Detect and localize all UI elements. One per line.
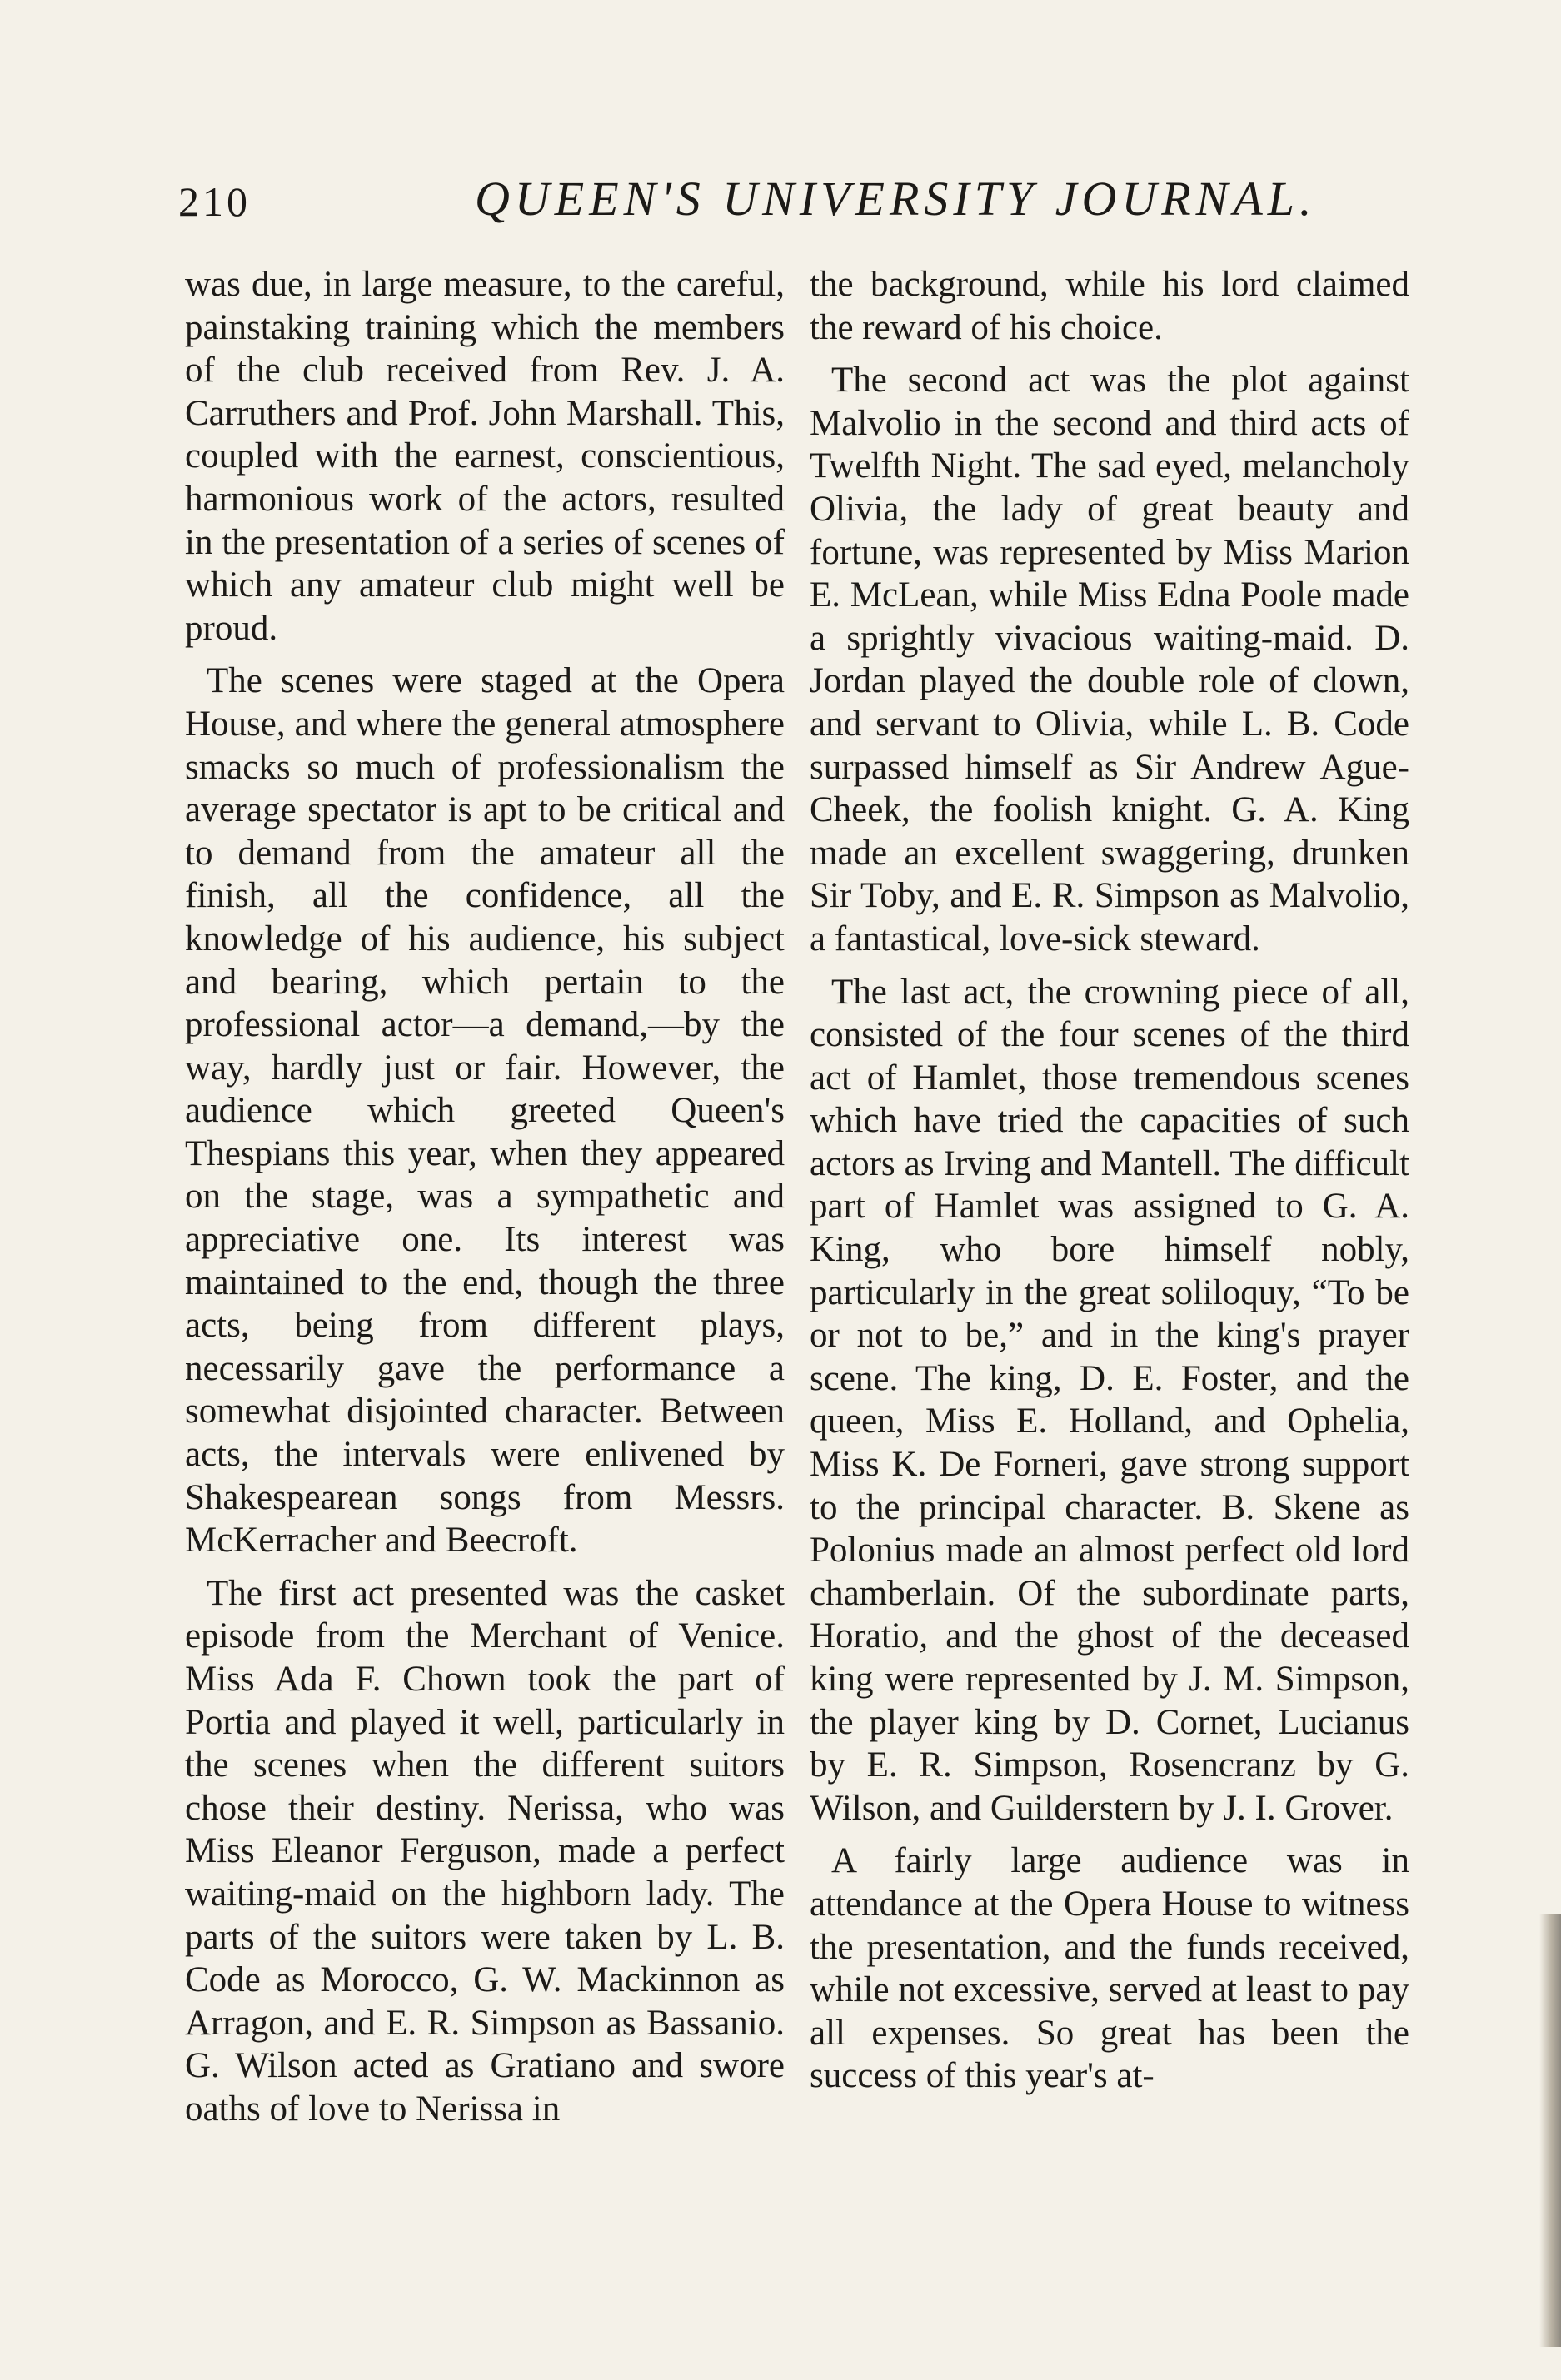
paragraph: A fairly large audience was in attendance at the Opera House to witness the presentation, and the funds received, while not excessive, served at least to pay all expenses. So great has been the success of this year's at-: [810, 1841, 1409, 2096]
paragraph: The first act presented was the casket episode from the Merchant of Venice. Miss Ada F. Chown took the part of Portia and played it well, particularly in the scenes when the different suitors chose their destiny. Nerissa, who was Miss Eleanor Ferguson, made a perfect waiting-maid on the highborn lady. The parts of the suitors were taken by L. B. Code as Morocco, G. W. Mackinnon as Arragon, and E. R. Simpson as Bassanio. G. Wilson acted as Gratiano and swore oaths of love to Nerissa in: [185, 1573, 785, 2129]
right-column: [810, 263, 1409, 2108]
page-edge-shadow: [1539, 1914, 1561, 2347]
paragraph: The scenes were staged at the Opera House, and where the general atmosphere smacks so much of professionalism the average spectator is apt to be critical and to demand from the amateur all the finish, all the confidence, all the knowledge of his audience, his subject and bearing, which pertain to the professional actor—a demand,—by the way, hardly just or fair. However, the audience which greeted Queen's Thespians this year, when they appeared on the stage, was a sympathetic and appreciative one. Its interest was maintained to the end, though the three acts, being from different plays, necessarily gave the performance a somewhat disjointed character. Between acts, the intervals were enlivened by Shakespearean songs from Messrs. McKerracher and Beecroft.: [185, 661, 785, 1561]
page-header: [178, 171, 1411, 237]
paragraph: was due, in large measure, to the careful, painstaking training which the members of the club received from Rev. J. A. Carruthers and Prof. John Marshall. This, coupled with the earnest, conscientious, harmonious work of the actors, resulted in the presentation of a series of scenes of which any amateur club might well be proud.: [185, 265, 785, 648]
page-number: 210: [178, 178, 251, 225]
journal-title: QUEEN'S UNIVERSITY JOURNAL.: [475, 172, 1317, 226]
paragraph: The last act, the crowning piece of all, consisted of the four scenes of the third act of Hamlet, those tremendous scenes which have tried the capacities of such actors as Irving and Mantell. The difficult part of Hamlet was assigned to G. A. King, who bore himself nobly, particularly in the great soliloquy, “To be or not to be,” and in the king's prayer scene. The king, D. E. Foster, and the queen, Miss E. Holland, and Ophelia, Miss K. De Forneri, gave strong support to the principal character. B. Skene as Polonius made an almost perfect old lord chamberlain. Of the subordinate parts, Horatio, and the ghost of the deceased king were represented by J. M. Simpson, the player king by D. Cornet, Lucianus by E. R. Simpson, Rosencranz by G. Wilson, and Guilderstern by J. I. Grover.: [810, 972, 1409, 1828]
paragraph: the background, while his lord claimed the reward of his choice.: [810, 265, 1409, 347]
left-column: [185, 263, 785, 2141]
paragraph: The second act was the plot against Malvolio in the second and third acts of Twelfth Night. The sad eyed, melancholy Olivia, the lady of great beauty and fortune, was represented by Miss Marion E. McLean, while Miss Edna Poole made a sprightly vivacious waiting-maid. D. Jordan played the double role of clown, and servant to Olivia, while L. B. Code surpassed himself as Sir Andrew Ague-Cheek, the foolish knight. G. A. King made an excellent swaggering, drunken Sir Toby, and E. R. Simpson as Malvolio, a fantastical, love-sick steward.: [810, 361, 1409, 958]
